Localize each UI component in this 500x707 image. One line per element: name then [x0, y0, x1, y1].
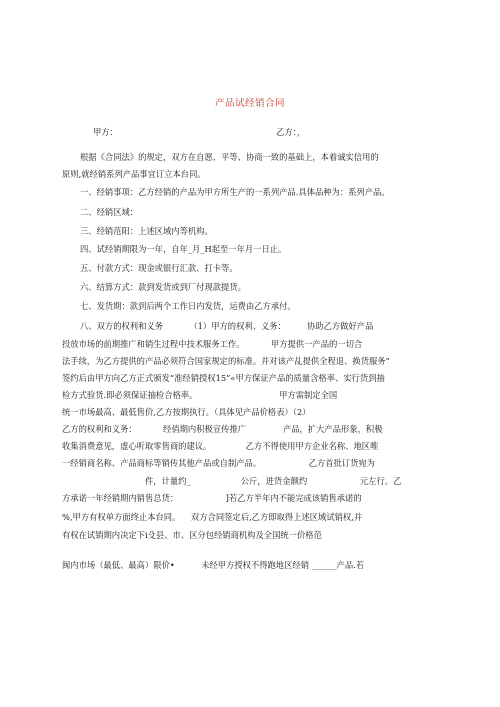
paragraph-line: 有权在试销期内决定下i殳县、市、区分包经销商机构及全国统一价格范 — [62, 530, 322, 540]
paragraph-line: 方承诺一年经销期内销售总货： ]若乙方半年内不能完成该销售承诺的 — [62, 493, 362, 503]
clause-line: 七、发货期：款到后两个工作日内发货，运费由乙方承付。 — [80, 301, 296, 311]
clause-line: 六、结算方式：款到发货或到厂付现款提货。 — [80, 282, 246, 292]
clause-line: 二、经销区域： — [80, 207, 139, 217]
paragraph-line: 收集消费意见，虚心听取零售商的建议。 乙方不得使用甲方企业名称、地区唯 — [62, 441, 379, 451]
paragraph-line: 根据《合同法》的规定，双方在自愿、平等、协商一致的基础上，本着诚实信用的 — [80, 152, 379, 162]
paragraph-line: 法手续，为乙方提供的产品必须符合国家规定的标准。并对该产乩提供全程退、换货服务” — [62, 356, 390, 366]
clause-line: 八、双方的权利和义务 （1）甲方的权利、义务： 协助乙方做好产品 — [80, 321, 374, 331]
clause-line: 五、付款方式：现金或银行汇款、打卡等。 — [80, 263, 238, 273]
paragraph-line: 检方式验货.即必须保证抽检合格率。 甲方需制定全国 — [62, 390, 338, 400]
clause-line: 一、经销事项：乙方经销的产品为甲方所生产的一系列产品.具体品种为：系列产品。 — [80, 187, 390, 197]
paragraph-line: 统一市场最高、最低售价,乙方按期执行。（具体见产品价格表）（2） — [62, 407, 311, 417]
paragraph-line: %,甲方有权单方面终止本台同。 双方合同签定后,乙方即取得上述区域试销权,并 — [62, 512, 363, 522]
paragraph-line: 闽内市场（最低、最高）限价• 未经甲方授权不得跑地区经销 ______产品.若 — [62, 560, 365, 570]
paragraph-line: 件，计量约_ 公斤，进货金额约 元左行。乙 — [145, 476, 402, 486]
document-title: 产品试经销合同 — [214, 98, 285, 109]
paragraph-line: 原则,就经销系列产品事宜订立本台同。 — [62, 169, 206, 179]
paragraph-line: 签约后由甲方向乙方正式颁发“准经销授权15”«甲方保证产品的质量含格率、实行货到抽 — [62, 373, 385, 383]
paragraph-line: 投放市场的前期推广和销生过程中技术服务工作。 甲方提供一产品的一切合 — [62, 339, 363, 349]
clause-line: 四、试经销期限为一年，自年_月_H起至一年月一日止。 — [80, 244, 287, 254]
paragraph-line: 一经销商名称、产品商标等销传其他产品或自制产品。 乙方首批订货宛为 — [62, 458, 375, 468]
clause-line: 三、经销范阳：上述区域内等机构。 — [80, 226, 213, 236]
paragraph-line: 乙方的权利和义务： 经俏期内积极宣传推广 产品，扩大产品形象，积极 — [62, 424, 383, 434]
party-line: 甲方： 乙方：， — [93, 127, 306, 137]
